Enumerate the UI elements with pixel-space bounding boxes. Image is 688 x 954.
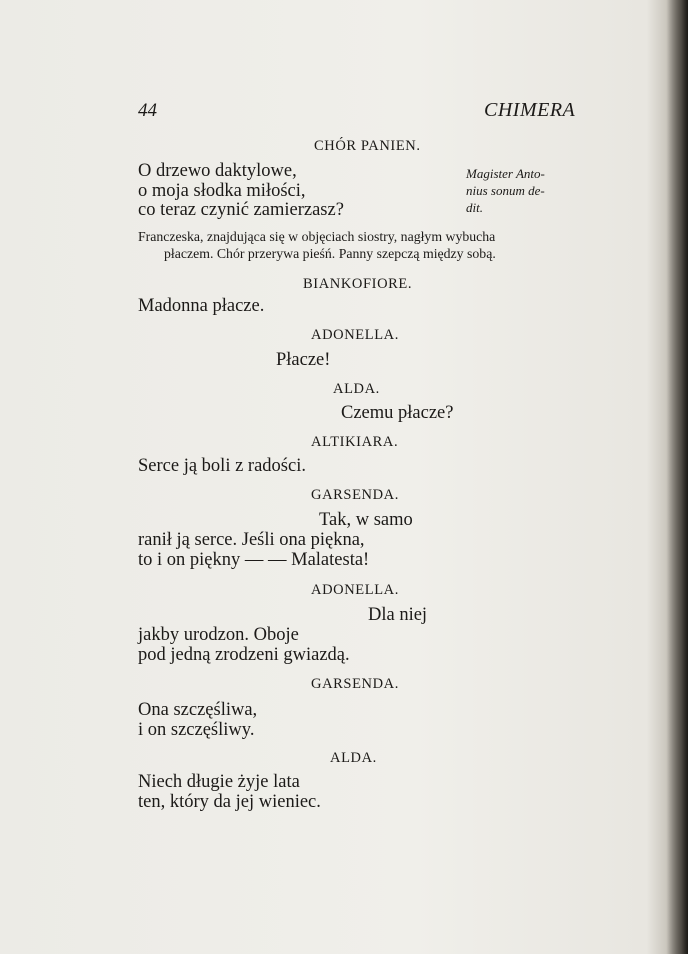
running-title: CHIMERA xyxy=(484,99,576,121)
margin-note: dit. xyxy=(466,200,483,215)
verse-line: i on szczęśliwy. xyxy=(138,720,255,740)
speaker-name: GARSENDA. xyxy=(311,487,399,503)
verse-line: Serce ją boli z radości. xyxy=(138,456,306,476)
speaker-name: ALDA. xyxy=(330,750,377,766)
speaker-name: BIANKOFIORE. xyxy=(303,276,413,292)
stage-direction: Franczeska, znajdująca się w objęciach siostry, nagłym wybucha xyxy=(138,229,496,244)
verse-line: O drzewo daktylowe, xyxy=(138,161,297,181)
verse-line: ranił ją serce. Jeśli ona piękna, xyxy=(138,530,365,550)
margin-note: nius sonum de- xyxy=(466,183,545,198)
speaker-name: GARSENDA. xyxy=(311,676,399,692)
verse-line: ten, który da jej wieniec. xyxy=(138,792,321,812)
verse-line: Madonna płacze. xyxy=(138,296,265,316)
verse-line: Dla niej xyxy=(368,605,428,625)
verse-line: Niech długie żyje lata xyxy=(138,772,300,792)
speaker-name: ADONELLA. xyxy=(311,582,399,598)
margin-note: Magister Anto- xyxy=(466,166,545,181)
verse-line: jakby urodzon. Oboje xyxy=(138,625,299,645)
page-spine-shadow xyxy=(666,0,688,954)
verse-line: Ona szczęśliwa, xyxy=(138,700,258,720)
page-number: 44 xyxy=(138,100,157,121)
verse-line: co teraz czynić zamierzasz? xyxy=(138,200,344,220)
verse-line: to i on piękny — — Malatesta! xyxy=(138,550,370,570)
verse-line: o moja słodka miłości, xyxy=(138,181,306,201)
stage-direction: płaczem. Chór przerywa pieśń. Panny szepczą między sobą. xyxy=(164,246,496,261)
verse-line: pod jedną zrodzeni gwiazdą. xyxy=(138,645,350,665)
speaker-name: ADONELLA. xyxy=(311,327,399,343)
verse-line: Płacze! xyxy=(276,350,331,370)
speaker-name: ALTIKIARA. xyxy=(311,434,399,450)
speaker-name: ALDA. xyxy=(333,381,380,397)
verse-line: Tak, w samo xyxy=(319,510,413,530)
verse-line: Czemu płacze? xyxy=(341,403,454,423)
speaker-name: CHÓR PANIEN. xyxy=(314,138,421,154)
